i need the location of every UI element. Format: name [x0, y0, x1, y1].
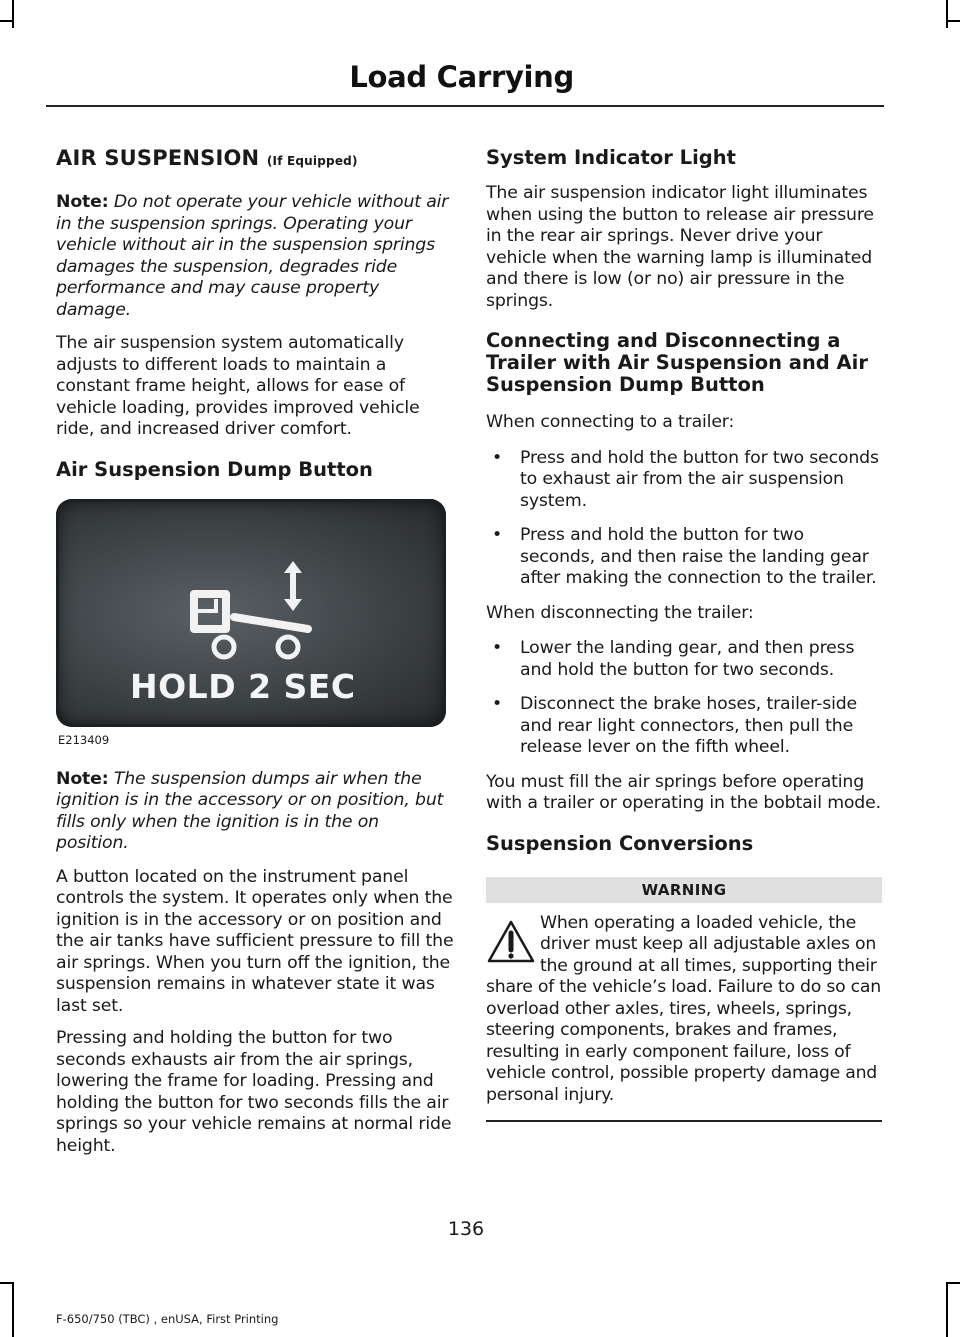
note-label: Note:	[56, 768, 109, 789]
dump-button-figure	[56, 499, 446, 727]
body-paragraph: Pressing and holding the button for two seconds exhausts air from the air springs, lowering the frame for loading. Pressing and holding the button for two seconds fills the air springs so your vehicle remains at normal ride height.	[56, 1028, 452, 1156]
bullet: •	[492, 638, 503, 658]
list-item	[486, 448, 882, 513]
subheading-indicator-light: System Indicator Light	[486, 146, 736, 169]
bullet: •	[492, 694, 503, 714]
subheading-dump-button: Air Suspension Dump Button	[56, 457, 373, 481]
section-title-text: AIR SUSPENSION	[56, 146, 260, 170]
crop-mark	[12, 1282, 14, 1337]
section-title-suffix: (If Equipped)	[266, 154, 358, 168]
warning-divider	[486, 1120, 882, 1122]
subheading-conversions: Suspension Conversions	[486, 831, 754, 855]
page-number: 136	[447, 1218, 485, 1240]
body-paragraph: You must fill the air springs before operating with a trailer or operating in the bobtail mode.	[486, 771, 881, 813]
crop-mark	[946, 1282, 960, 1284]
warning-text: When operating a loaded vehicle, the driver must keep all adjustable axles on the ground at all times, supporting their share of the vehicle’s load. Failure to do so can overload other axles, tires, wheels, springs, steering components, brakes and frames, resulting in early component failure, loss of vehicle control, possible property damage and personal injury.	[486, 912, 881, 1105]
right-column	[486, 140, 882, 1122]
body-paragraph: A button located on the instrument panel controls the system. It operates only when the ignition is in the accessory or on position and the air tanks have sufficient pressure to fill the air springs. When you turn off the ignition, the suspension remains in whatever state it was last set.	[56, 866, 454, 1016]
note-text: The suspension dumps air when the ignition is in the accessory or on position, but fills only when the ignition is in the on position.	[56, 768, 444, 853]
note-paragraph	[56, 769, 456, 855]
list-item	[486, 638, 882, 681]
subheading-trailer: Connecting and Disconnecting a Trailer with Air Suspension and Air Suspension Dump Button	[486, 329, 868, 396]
body-paragraph: When connecting to a trailer:	[486, 412, 735, 432]
warning-label: WARNING	[486, 877, 882, 903]
crop-mark	[0, 1282, 12, 1284]
crop-mark	[0, 20, 12, 22]
body-paragraph: When disconnecting the trailer:	[486, 602, 754, 623]
note-text: Do not operate your vehicle without air in the suspension springs. Operating your vehicle without air in the suspension springs damages the suspension, degrades ride performance and may cause property damage.	[56, 192, 449, 320]
figure-label-hold: HOLD 2 SEC	[130, 666, 356, 706]
crop-mark	[12, 0, 14, 28]
left-column	[56, 140, 456, 1168]
crop-mark	[946, 20, 960, 22]
list-item	[486, 525, 882, 590]
list-item-text: Press and hold the button for two seconds, and then raise the landing gear after making the connection to the trailer.	[520, 525, 877, 588]
connecting-list	[486, 448, 882, 590]
page-header-title: Load Carrying	[349, 60, 574, 94]
list-item-text: Press and hold the button for two seconds to exhaust air from the air suspension system.	[520, 447, 879, 511]
list-item	[486, 694, 882, 759]
figure-caption: E213409	[58, 732, 110, 747]
note-label: Note:	[56, 192, 109, 212]
list-item-text: Disconnect the brake hoses, trailer-side and rear light connectors, then pull the release lever on the fifth wheel.	[520, 694, 858, 757]
body-paragraph: The air suspension indicator light illuminates when using the button to release air pressure in the rear air springs. Never drive your vehicle when the warning lamp is illuminated and there is low (or no) air pressure in the springs.	[486, 183, 874, 311]
disconnecting-list	[486, 638, 882, 759]
crop-mark	[946, 0, 948, 28]
section-title	[56, 146, 456, 170]
footer-text: F-650/750 (TBC) , enUSA, First Printing	[56, 1312, 279, 1326]
list-item-text: Lower the landing gear, and then press and hold the button for two seconds.	[520, 638, 855, 680]
note-paragraph	[56, 192, 456, 321]
warning-triangle-icon	[486, 917, 536, 967]
body-paragraph: The air suspension system automatically adjusts to different loads to maintain a constant frame height, allows for ease of vehicle loading, provides improved vehicle ride, and increased driver comfort.	[56, 333, 420, 439]
warning-box	[486, 913, 882, 1122]
bullet: •	[492, 447, 503, 468]
crop-mark	[946, 1282, 948, 1337]
header-divider	[46, 105, 884, 107]
bullet: •	[492, 525, 503, 545]
